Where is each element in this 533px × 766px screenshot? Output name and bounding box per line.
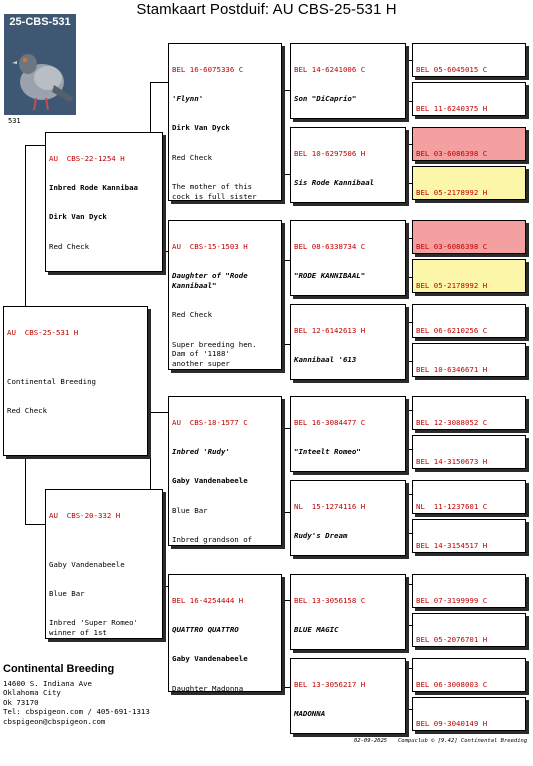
pigeon-color: Red Check — [7, 405, 48, 415]
owner-name: Gaby Vandenabeele — [49, 559, 125, 569]
ring-number: BEL 12-3088052 C — [416, 417, 488, 427]
pigeon-photo — [4, 14, 76, 115]
pigeon-name: "Inteelt Romeo" — [294, 446, 361, 456]
footer-software: Compuclub © [9.42] Continental Breeding — [398, 738, 528, 744]
g4-card-3[interactable] — [412, 127, 526, 161]
g4-card-12[interactable] — [412, 519, 526, 553]
ring-number: BEL 05-2178992 H — [416, 187, 488, 197]
pigeon-name: QUATTRO QUATTRO — [172, 624, 239, 634]
ring-number: BEL 09-3040149 H — [416, 718, 488, 728]
g4-card-9[interactable] — [412, 396, 526, 430]
sire-dam-card[interactable] — [168, 220, 282, 370]
ring-number: BEL 05-6045015 C — [416, 64, 488, 74]
photo-ring-label: 25-CBS-531 — [9, 16, 71, 28]
ring-number: AU CBS-20-332 H — [49, 510, 121, 520]
pigeon-notes: Inbred 'Super Romeo' winner of 1st — [49, 618, 138, 638]
pigeon-name: Sis Rode Kannibaal — [294, 177, 375, 187]
pigeon-name: 'Flynn' — [172, 93, 204, 103]
g4-card-7[interactable] — [412, 304, 526, 338]
g4-card-15[interactable] — [412, 658, 526, 692]
breeder-contact — [3, 663, 163, 726]
g4-card-13[interactable] — [412, 574, 526, 608]
ring-number: BEL 16-3084477 C — [294, 417, 366, 427]
ring-number: BEL 14-3154517 H — [416, 540, 488, 550]
pigeon-color: Red Check — [172, 152, 213, 162]
pigeon-notes: Super breeding hen. Dam of '1188' another super — [172, 339, 257, 369]
g4-card-11[interactable] — [412, 480, 526, 514]
ring-number: BEL 14-6241006 C — [294, 64, 366, 74]
pigeon-name: MADONNA — [294, 708, 326, 718]
ring-number: BEL 05-2076701 H — [416, 634, 488, 644]
g4-card-4[interactable] — [412, 166, 526, 200]
connector — [282, 260, 290, 345]
g4-card-10[interactable] — [412, 435, 526, 469]
pigeon-name: BLUE MAGIC — [294, 624, 339, 634]
ring-number: BEL 16-6075336 C — [172, 64, 244, 74]
ring-number: AU CBS-15-1503 H — [172, 241, 248, 251]
g4-card-8[interactable] — [412, 343, 526, 377]
ring-number: BEL 05-2178992 H — [416, 280, 488, 290]
owner-name: Gaby Vandenabeele — [172, 476, 248, 486]
breeder-name: Continental Breeding — [3, 663, 115, 675]
ring-number: BEL 06-3008003 C — [416, 679, 488, 689]
ring-number: BEL 10-6346671 H — [416, 364, 488, 374]
connector — [282, 600, 290, 688]
g4-card-16[interactable] — [412, 697, 526, 731]
ring-number: BEL 10-6297506 H — [294, 148, 366, 158]
dam-card[interactable] — [45, 489, 163, 639]
connector — [282, 90, 290, 175]
pigeon-name: Inbred Rode Kannibaa — [49, 182, 138, 192]
g4-card-5[interactable] — [412, 220, 526, 254]
breeder-phone-line: Tel: cbspigeon.com / 405-691-1313 — [3, 707, 150, 717]
pigeon-name: Son "DiCaprio" — [294, 93, 357, 103]
ring-number: BEL 06-6210256 C — [416, 325, 488, 335]
sire-sire-dam-card[interactable] — [290, 127, 406, 203]
ring-number: BEL 03-6086398 C — [416, 241, 488, 251]
ring-number: AU CBS-18-1577 C — [172, 417, 248, 427]
pigeon-notes — [49, 271, 159, 272]
owner-name: Dirk Van Dyck — [172, 123, 230, 133]
sire-card[interactable] — [45, 132, 163, 272]
ring-number: NL 15-1274116 H — [294, 501, 366, 511]
ring-number: BEL 13-3056158 C — [294, 595, 366, 605]
ring-number: BEL 03-6086398 C — [416, 148, 488, 158]
sire-dam-dam-card[interactable] — [290, 304, 406, 380]
pigeon-name: Inbred 'Rudy' — [172, 446, 230, 456]
g4-card-14[interactable] — [412, 613, 526, 647]
ring-number: NL 11-1237601 C — [416, 501, 488, 511]
sire-sire-sire-card[interactable] — [290, 43, 406, 119]
pigeon-icon — [4, 30, 76, 115]
pigeon-name: Daughter of "Rode Kannibaal" — [172, 270, 248, 290]
dam-dam-dam-card[interactable] — [290, 658, 406, 734]
ring-number: AU CBS-22-1254 H — [49, 153, 125, 163]
sire-sire-card[interactable] — [168, 43, 282, 201]
ring-number: BEL 13-3056217 H — [294, 679, 366, 689]
ring-number: BEL 12-6142613 H — [294, 325, 366, 335]
pigeon-notes: Inbred grandson of — [172, 535, 253, 545]
ring-number: BEL 11-6240375 H — [416, 103, 488, 113]
owner-name: Continental Breeding — [7, 376, 96, 386]
ring-number: BEL 07-3199999 C — [416, 595, 488, 605]
ring-number: BEL 16-4254444 H — [172, 595, 244, 605]
breeder-state-line: Ok 73170 — [3, 697, 39, 707]
dam-dam-sire-card[interactable] — [290, 574, 406, 650]
pigeon-color: Blue Bar — [172, 505, 208, 515]
pigeon-name: Rudy's Dream — [294, 530, 348, 540]
dam-sire-card[interactable] — [168, 396, 282, 546]
pigeon-color: Blue Bar — [49, 588, 85, 598]
subject-card[interactable] — [3, 306, 148, 456]
sire-dam-sire-card[interactable] — [290, 220, 406, 296]
ring-number: AU CBS-25-531 H — [7, 327, 79, 337]
owner-name: Dirk Van Dyck — [49, 212, 107, 222]
ring-number: BEL 08-6338734 C — [294, 241, 366, 251]
g4-card-1[interactable] — [412, 43, 526, 77]
dam-sire-dam-card[interactable] — [290, 480, 406, 556]
breeder-city-line: Oklahoma City — [3, 688, 61, 698]
owner-name: Gaby Vandenabeele — [172, 654, 248, 664]
photo-caption: 531 — [8, 117, 21, 125]
g4-card-2[interactable] — [412, 82, 526, 116]
pigeon-notes: The mother of this cock is full sister — [172, 182, 257, 201]
pigeon-notes: Daughter Madonna — [172, 683, 244, 692]
footer-date: 02-09-2025 — [354, 738, 388, 744]
dam-sire-sire-card[interactable] — [290, 396, 406, 472]
connector — [282, 428, 290, 513]
g4-card-6[interactable] — [412, 259, 526, 293]
pigeon-name: "RODE KANNIBAAL" — [294, 270, 366, 280]
dam-dam-card[interactable] — [168, 574, 282, 692]
ring-number: BEL 14-3150673 H — [416, 456, 488, 466]
page-title: Stamkaart Postduif: AU CBS-25-531 H — [136, 1, 397, 18]
breeder-address-line: 14600 S. Indiana Ave — [3, 679, 92, 688]
pigeon-color: Red Check — [49, 241, 90, 251]
pigeon-color: Red Check — [172, 310, 213, 320]
breeder-email-line: cbspigeon@cbspigeon.com — [3, 716, 106, 726]
pigeon-name: Kannibaal '613 — [294, 354, 357, 364]
